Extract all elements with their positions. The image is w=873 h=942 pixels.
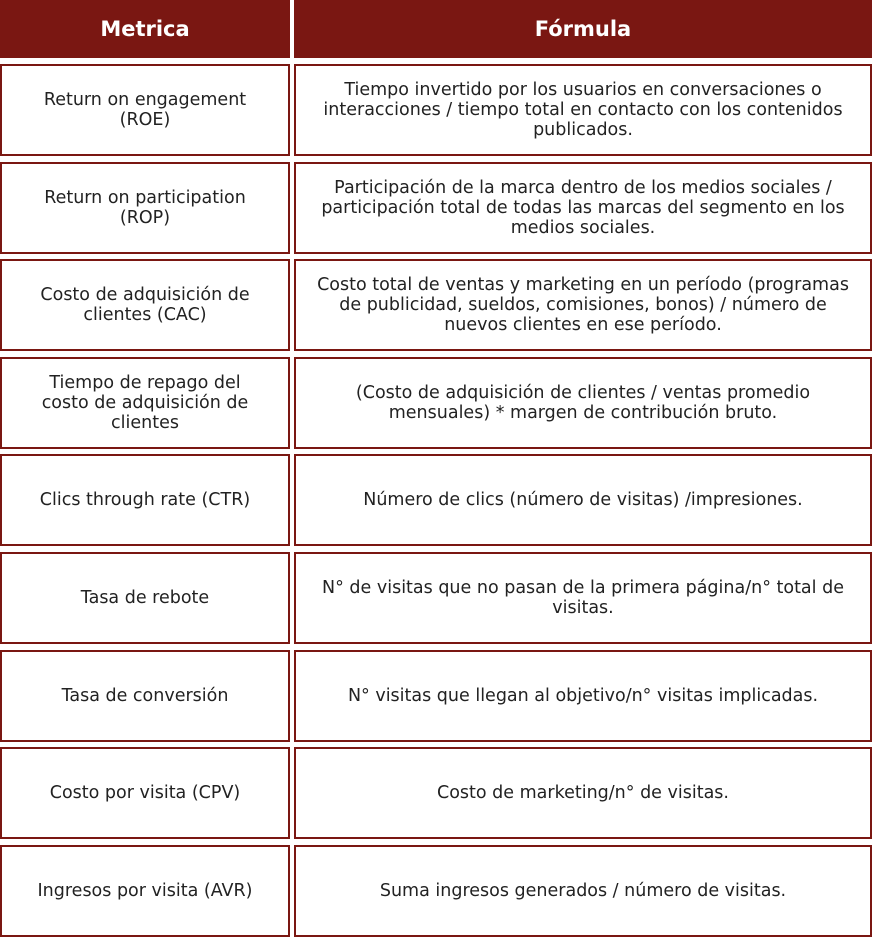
metric-name: Clics through rate (CTR) (39, 490, 251, 511)
metric-cell (0, 845, 290, 937)
table-row (0, 454, 873, 552)
metrics-table-body (0, 64, 873, 942)
formula-cell (294, 64, 872, 156)
metric-name: Tasa de conversión (61, 685, 229, 706)
metric-name: Costo de adquisición de clientes (CAC) (40, 285, 250, 326)
metric-name: Tiempo de repago del costo de adquisición de clientes (41, 372, 249, 433)
table-row (0, 650, 873, 748)
formula-text: N° visitas que llegan al objetivo/n° visitas implicadas. (347, 685, 819, 706)
metric-cell (0, 454, 290, 546)
formula-cell (294, 845, 872, 937)
formula-cell (294, 259, 872, 351)
formula-text: Tiempo invertido por los usuarios en conversaciones o interacciones / tiempo total en contacto con los contenidos publicados. (323, 80, 843, 140)
formula-cell (294, 650, 872, 742)
formula-cell (294, 552, 872, 644)
table-row (0, 162, 873, 260)
formula-text: Costo de marketing/n° de visitas. (437, 783, 729, 804)
formula-text: Costo total de ventas y marketing en un período (programas de publicidad, sueldos, comisiones, bonos) / número de nuevos clientes en ese período. (317, 275, 849, 336)
table-row (0, 552, 873, 650)
table-row (0, 259, 873, 357)
formula-cell (294, 454, 872, 546)
table-row (0, 747, 873, 845)
formula-text: (Costo de adquisición de clientes / ventas promedio mensuales) * margen de contribución bruto. (355, 382, 811, 423)
formula-text: N° de visitas que no pasan de la primera página/n° total de visitas. (322, 577, 844, 618)
metric-cell (0, 650, 290, 742)
metric-name: Ingresos por visita (AVR) (37, 880, 253, 901)
formula-cell (294, 747, 872, 839)
metric-cell (0, 552, 290, 644)
metric-column-header: Metrica (0, 0, 290, 58)
metric-name: Return on engagement (ROE) (43, 90, 247, 130)
table-row (0, 64, 873, 162)
formula-text: Participación de la marca dentro de los medios sociales / participación total de todas las marcas del segmento en los medios sociales. (321, 177, 845, 238)
formula-cell (294, 162, 872, 254)
formula-text: Número de clics (número de visitas) /impresiones. (363, 490, 803, 511)
metric-cell (0, 162, 290, 254)
table-row (0, 357, 873, 455)
metric-cell (0, 747, 290, 839)
table-row (0, 845, 873, 942)
formula-text: Suma ingresos generados / número de visitas. (379, 880, 787, 901)
metric-name: Tasa de rebote (80, 587, 210, 608)
metric-cell (0, 64, 290, 156)
metric-name: Return on participation (ROP) (44, 187, 246, 228)
metric-cell (0, 357, 290, 449)
metric-name: Costo por visita (CPV) (49, 783, 241, 804)
formula-cell (294, 357, 872, 449)
metric-cell (0, 259, 290, 351)
formula-column-header: Fórmula (294, 0, 872, 58)
